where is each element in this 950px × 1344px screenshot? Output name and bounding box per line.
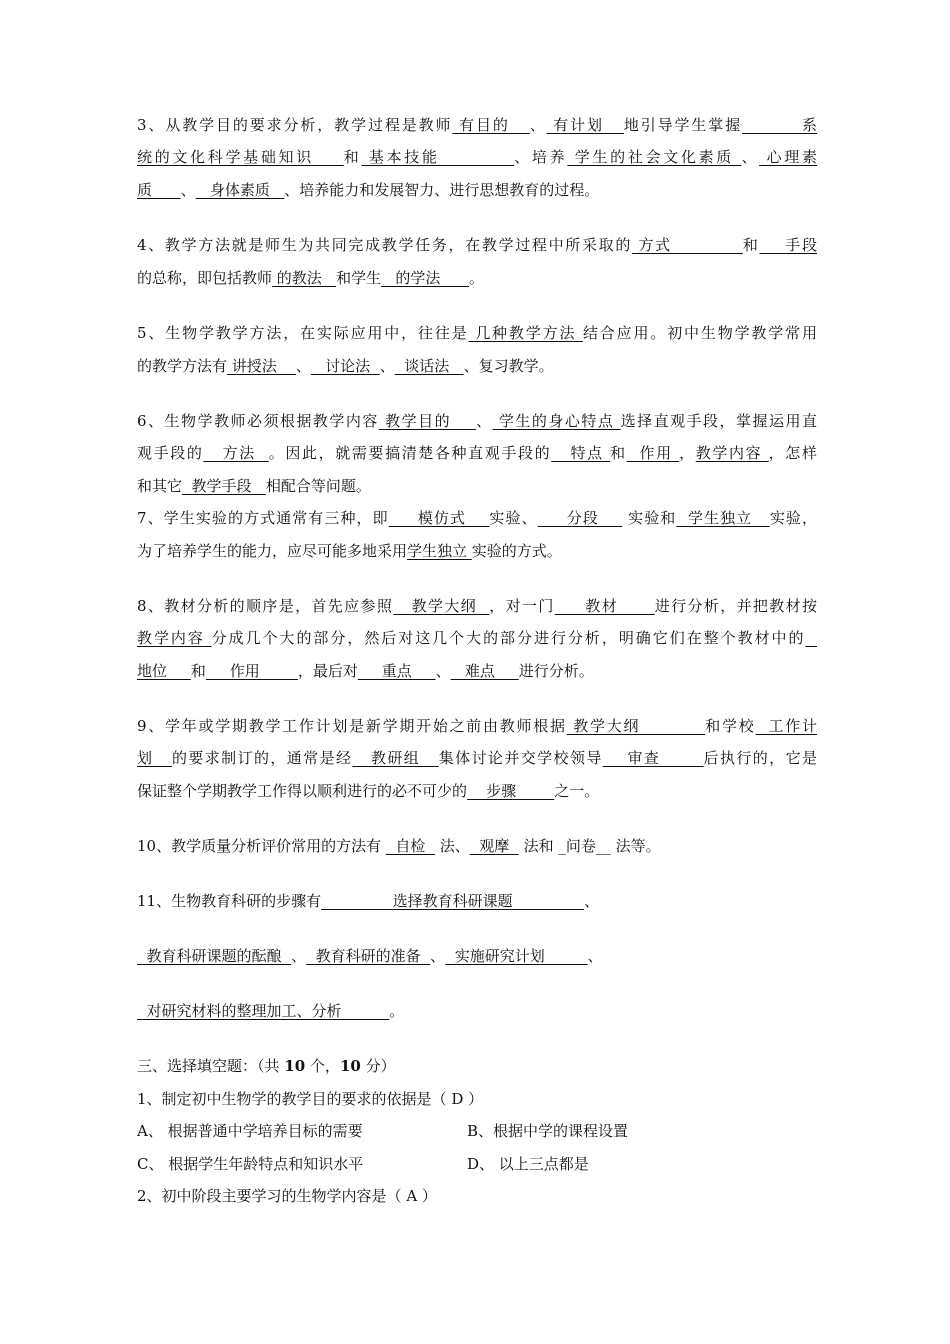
q11-line-2: 教育科研课题的酝酿 、 教育科研的准备 、 实施研究计划 、 — [137, 947, 603, 965]
blank: 谈话法 — [394, 357, 464, 375]
choice-q1-stem: 1、制定初中生物学的教学目的要求的依据是（ D ） — [137, 1090, 484, 1108]
blank: 作用 — [626, 444, 680, 462]
blank: 实施研究计划 — [445, 947, 588, 965]
blank: 教学手段 — [182, 477, 266, 495]
q9-line-3: 保证整个学期教学工作得以顺利进行的必不可少的 步骤 之一。 — [137, 782, 600, 800]
blank: 难点 — [450, 662, 519, 680]
blank: 几种教学方法 — [468, 324, 583, 342]
q7-line-2: 为了培养学生的能力，应尽可能多地采用学生独立 实验的方式。 — [137, 542, 562, 560]
blank: 重点 — [357, 662, 436, 680]
blank: 对研究材料的整理加工、分析 — [137, 1002, 390, 1020]
q11-line-3: 对研究材料的整理加工、分析 。 — [137, 1002, 405, 1020]
choice-q1-option-a: A、 根据普通中学培养目标的需要 — [137, 1122, 363, 1140]
blank: 学生的身心特点 — [492, 412, 621, 430]
blank: 讲授法 — [227, 357, 296, 375]
blank: 教学目的 — [378, 412, 477, 430]
choice-q1-option-c: C、 根据学生年龄特点和知识水平 — [137, 1155, 364, 1173]
q8-line-2: 教学内容 分成几个大的部分，然后对这几个大的部分进行分析，明确它们在整个教材中的 — [137, 628, 817, 648]
blank: 划 — [137, 749, 172, 767]
blank: 教育科研的准备 — [306, 947, 431, 965]
blank: 有目的 — [452, 116, 530, 134]
blank: 身体素质 — [195, 181, 285, 199]
blank: 教学内容 — [137, 629, 212, 647]
blank — [805, 629, 817, 647]
blank: 工作计 — [755, 717, 817, 735]
q6-line-2: 观手段的 方法 。因此，就需要搞清楚各种直观手段的 特点 和 作用 ，教学内容 ，怎样 — [137, 444, 817, 462]
blank: 步骤 — [467, 782, 555, 800]
blank: 教学内容 — [695, 444, 769, 462]
blank: 教研组 — [352, 749, 439, 767]
blank: 方法 — [203, 444, 269, 462]
q9-line-1: 9、学年或学期教学工作计划是新学期开始之前由教师根据 教学大纲 和学校 工作计 — [137, 717, 817, 735]
blank: 教学大纲 — [393, 597, 490, 615]
q9-line-2: 划 的要求制订的，通常是经 教研组 集体讨论并交学校领导 审查 后执行的，它是 — [137, 749, 817, 767]
blank: 有计划 — [546, 116, 624, 134]
blank: 教学大纲 — [566, 717, 706, 735]
blank: 特点 — [551, 444, 611, 462]
q8-line-1: 8、教材分析的顺序是，首先应参照 教学大纲 ，对一门 教材 进行分析，并把教材按 — [137, 597, 817, 615]
blank: 心理素 — [759, 148, 817, 166]
q5-line-2: 的教学方法有 讲授法 、 讨论法 、 谈话法 、复习教学。 — [137, 357, 554, 375]
q10-line: 10、教学质量分析评价常用的方法有 自检 法、 观摩 法和 _问卷__ 法等。 — [137, 837, 661, 855]
q3-line-3: 质 、 身体素质 、培养能力和发展智力、进行思想教育的过程。 — [137, 181, 600, 199]
q5-line-1: 5、生物学教学方法，在实际应用中，往往是 几种教学方法 结合应用。初中生物学教学常用 — [137, 324, 817, 342]
blank: 作用 — [205, 662, 298, 680]
choice-q1-option-d: D、 以上三点都是 — [467, 1155, 589, 1173]
blank: 模仿式 — [388, 509, 490, 527]
blank: 系 — [742, 116, 817, 134]
blank: 选择教育科研课题 — [321, 892, 585, 910]
blank: 教材 — [554, 597, 655, 615]
blank: 教育科研课题的酝酿 — [137, 947, 292, 965]
q4-line-2: 的总称，即包括教师 的教法 和学生 的学法 。 — [137, 269, 485, 287]
q4-line-1: 4、教学方法就是师生为共同完成教学任务，在教学过程中所采取的 方式 和 手段 — [137, 236, 817, 254]
q7-line-1: 7、学生实验的方式通常有三种，即 模仿式 实验、 分段 实验和 学生独立 实验， — [137, 509, 817, 527]
section-3-heading: 三、选择填空题：（共 10 个，10 分） — [137, 1057, 396, 1075]
q6-line-1: 6、生物学教师必须根据教学内容 教学目的 、 学生的身心特点 选择直观手段，掌握运用直 — [137, 412, 817, 430]
q8-line-3: 地位 和 作用 ，最后对 重点 、 难点 进行分析。 — [137, 662, 594, 680]
q6-line-3: 和其它 教学手段 相配合等问题。 — [137, 477, 371, 495]
q3-line-1: 3、从教学目的要求分析，教学过程是教师 有目的 、 有计划 地引导学生掌握 系 — [137, 116, 817, 134]
blank: 学生独立 — [676, 509, 770, 527]
blank: 统的文化科学基础知识 — [137, 148, 344, 166]
blank: 学生独立 — [407, 542, 472, 560]
blank: 自检 — [385, 837, 435, 855]
blank: 分段 — [537, 509, 623, 527]
blank: 基本技能 — [361, 148, 515, 166]
blank: 审查 — [602, 749, 704, 767]
q11-line-1: 11、生物教育科研的步骤有 选择教育科研课题 、 — [137, 892, 600, 910]
blank: 手段 — [759, 236, 817, 254]
blank: 地位 — [137, 662, 191, 680]
blank: 观摩 — [469, 837, 519, 855]
blank: 学生的社会文化素质 — [567, 148, 742, 166]
blank: 的学法 — [381, 269, 470, 287]
q3-line-2: 统的文化科学基础知识 和 基本技能 、培养 学生的社会文化素质 、 心理素 — [137, 148, 817, 166]
blank: 的教法 — [272, 269, 337, 287]
blank: 方式 — [632, 236, 743, 254]
blank: 质 — [137, 181, 181, 199]
choice-q1-option-b: B、根据中学的课程设置 — [467, 1122, 629, 1140]
choice-q2-stem: 2、初中阶段主要学习的生物学内容是（ A ） — [137, 1187, 437, 1205]
blank: 讨论法 — [310, 357, 380, 375]
